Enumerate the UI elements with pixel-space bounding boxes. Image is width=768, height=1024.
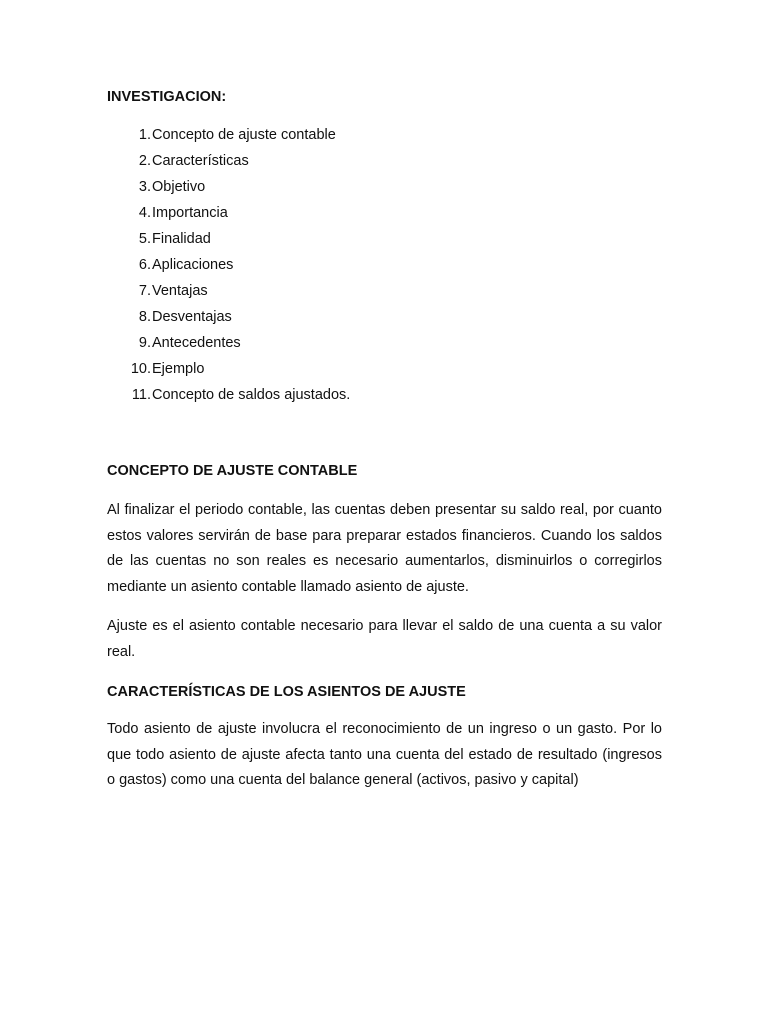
investigacion-heading: INVESTIGACION: [107, 89, 227, 105]
caracteristicas-paragraph: Todo asiento de ajuste involucra el reconocimiento de un ingreso o un gasto. Por lo que todo asiento de ajuste afecta tanto una cuenta del estado de resultado (ingresos o gastos) como una cuenta del balance general (activos, pasivo y capital) [107, 721, 662, 789]
list-item-label: Finalidad [152, 231, 211, 247]
list-item-label: Antecedentes [152, 335, 241, 351]
list-item-label: Características [152, 153, 249, 169]
list-item-number: 2. [138, 153, 151, 169]
list-item [107, 360, 205, 386]
list-item [107, 308, 232, 334]
list-item-label: Concepto de saldos ajustados. [152, 387, 351, 403]
list-item-number: 8. [138, 309, 151, 325]
list-item [107, 126, 336, 152]
list-item-label: Ejemplo [152, 361, 205, 377]
topic-list [107, 126, 351, 412]
list-item-label: Desventajas [152, 309, 232, 325]
list-item-label: Aplicaciones [152, 257, 234, 273]
caracteristicas-heading: CARACTERÍSTICAS DE LOS ASIENTOS DE AJUSTE [107, 684, 466, 700]
list-item [107, 334, 241, 360]
list-item-label: Importancia [152, 205, 228, 221]
concepto-paragraph-1: Al finalizar el periodo contable, las cuentas deben presentar su saldo real, por cuanto estos valores servirán de base para preparar estados financieros. Cuando los saldos de las cuentas no son reales es necesario aumentarlos, disminuirlos o corregirlos mediante un asiento contable llamado asiento de ajuste. [107, 502, 662, 596]
list-item-number: 11. [131, 387, 151, 403]
list-item-number: 7. [138, 283, 151, 299]
list-item-label: Objetivo [152, 179, 206, 195]
list-item-label: Ventajas [152, 283, 208, 299]
list-item-number: 3. [138, 179, 151, 195]
list-item [107, 204, 228, 230]
list-item-label: Concepto de ajuste contable [152, 127, 336, 143]
list-item [107, 256, 234, 282]
list-item [107, 386, 351, 412]
list-item-number: 9. [138, 335, 151, 351]
list-item-number: 1. [138, 127, 151, 143]
list-item [107, 178, 206, 204]
list-item-number: 6. [138, 257, 151, 273]
list-item [107, 282, 208, 308]
list-item-number: 10. [130, 361, 151, 377]
list-item-number: 5. [138, 231, 151, 247]
concepto-heading: CONCEPTO DE AJUSTE CONTABLE [107, 463, 358, 479]
list-item-number: 4. [138, 205, 151, 221]
list-item [107, 152, 249, 178]
concepto-paragraph-2: Ajuste es el asiento contable necesario para llevar el saldo de una cuenta a su valor real. [107, 618, 662, 660]
list-item [107, 230, 211, 256]
